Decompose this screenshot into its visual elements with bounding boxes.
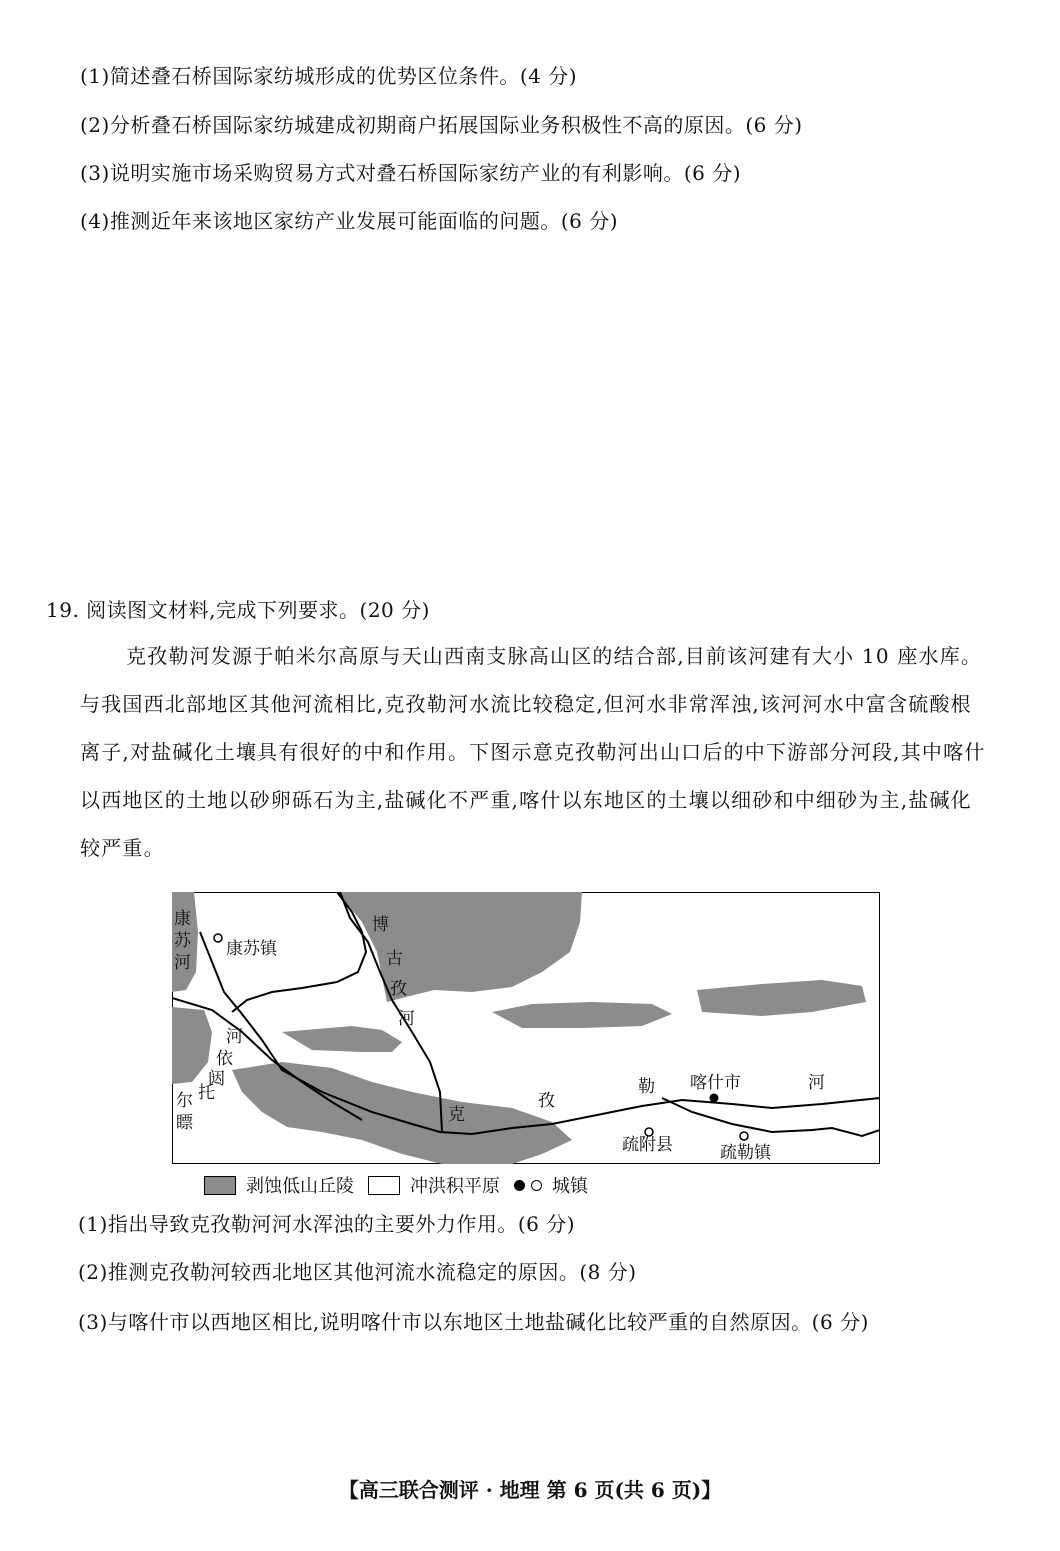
kangsu-river-label-1: 康 [174, 909, 191, 929]
yiyi-river-label-3: 闼 [208, 1069, 225, 1089]
kangsu-town-marker [214, 934, 222, 942]
kezile-label-1: 克 [448, 1105, 465, 1125]
legend-town [514, 1172, 588, 1198]
q18-item-4: (4)推测近年来该地区家纺产业发展可能面临的问题。(6 分) [80, 209, 619, 233]
legend-hills-label: 剥蚀低山丘陵 [246, 1176, 354, 1197]
shufu-label: 疏附县 [622, 1135, 673, 1155]
shule-marker [740, 1132, 748, 1140]
q19-paragraph: 克孜勒河发源于帕米尔高原与天山西南支脉高山区的结合部,目前该河建有大小 10 座水库。与我国西北部地区其他河流相比,克孜勒河水流比较稳定,但河水非常浑浊,该河河水中富含硫酸根离子,对盐碱化土壤具有很好的中和作用。下图示意克孜勒河出山口后的中下游部分河段,其中喀什以西地区的土地以砂卵砾石为主,盐碱化不严重,喀什以东地区的土壤以细砂和中细砂为主,盐碱化较严重。 [80, 644, 986, 860]
hills-swatch [204, 1176, 236, 1195]
kezile-label-4: 河 [808, 1073, 825, 1093]
q18-item-3: (3)说明实施市场采购贸易方式对叠石桥国际家纺产业的有利影响。(6 分) [80, 161, 742, 185]
kashi-label: 喀什市 [690, 1073, 741, 1093]
kezile-label-2: 孜 [538, 1091, 555, 1111]
town-filled-dot [514, 1180, 525, 1191]
yiyi-river-label-1: 河 [226, 1027, 243, 1047]
q19-heading: 19. 阅读图文材料,完成下列要求。(20 分) [46, 598, 430, 622]
kashi-marker [710, 1094, 719, 1103]
page-footer: 【高三联合测评 · 地理 第 6 页(共 6 页)】 [338, 1478, 722, 1502]
kezile-river-map [172, 892, 880, 1164]
erpiao-label-2: 瞟 [176, 1113, 193, 1133]
kangsu-river-label-3: 河 [174, 953, 191, 973]
yiyi-river-label-4: 托 [198, 1083, 215, 1103]
kezile-label-3: 勒 [638, 1077, 655, 1097]
town-hollow-dot [531, 1180, 542, 1191]
legend-hills [204, 1172, 354, 1198]
kangsu-river-label-2: 苏 [174, 931, 191, 951]
legend-plain [368, 1172, 500, 1198]
q18-item-2: (2)分析叠石桥国际家纺城建成初期商户拓展国际业务积极性不高的原因。(6 分) [80, 113, 803, 137]
bogu-river-label-1: 博 [372, 915, 389, 935]
bogu-river-label-3: 孜 [390, 979, 407, 999]
legend-town-label: 城镇 [552, 1176, 588, 1197]
plain-swatch [368, 1176, 400, 1195]
erpiao-label-1: 尔 [176, 1091, 193, 1111]
yiyi-river-label-2: 依 [216, 1049, 233, 1069]
kangsu-town-label: 康苏镇 [226, 939, 277, 959]
q19-item-2: (2)推测克孜勒河较西北地区其他河流水流稳定的原因。(8 分) [78, 1260, 637, 1284]
map-legend [204, 1173, 602, 1197]
legend-plain-label: 冲洪积平原 [410, 1176, 500, 1197]
bogu-river-label-4: 河 [398, 1009, 415, 1029]
q19-item-1: (1)指出导致克孜勒河河水浑浊的主要外力作用。(6 分) [78, 1212, 576, 1236]
bogu-river-label-2: 古 [386, 949, 403, 969]
q19-item-3: (3)与喀什市以西地区相比,说明喀什市以东地区土地盐碱化比较严重的自然原因。(6 分) [78, 1310, 869, 1334]
q18-item-1: (1)简述叠石桥国际家纺城形成的优势区位条件。(4 分) [80, 64, 578, 88]
shule-label: 疏勒镇 [720, 1143, 771, 1163]
